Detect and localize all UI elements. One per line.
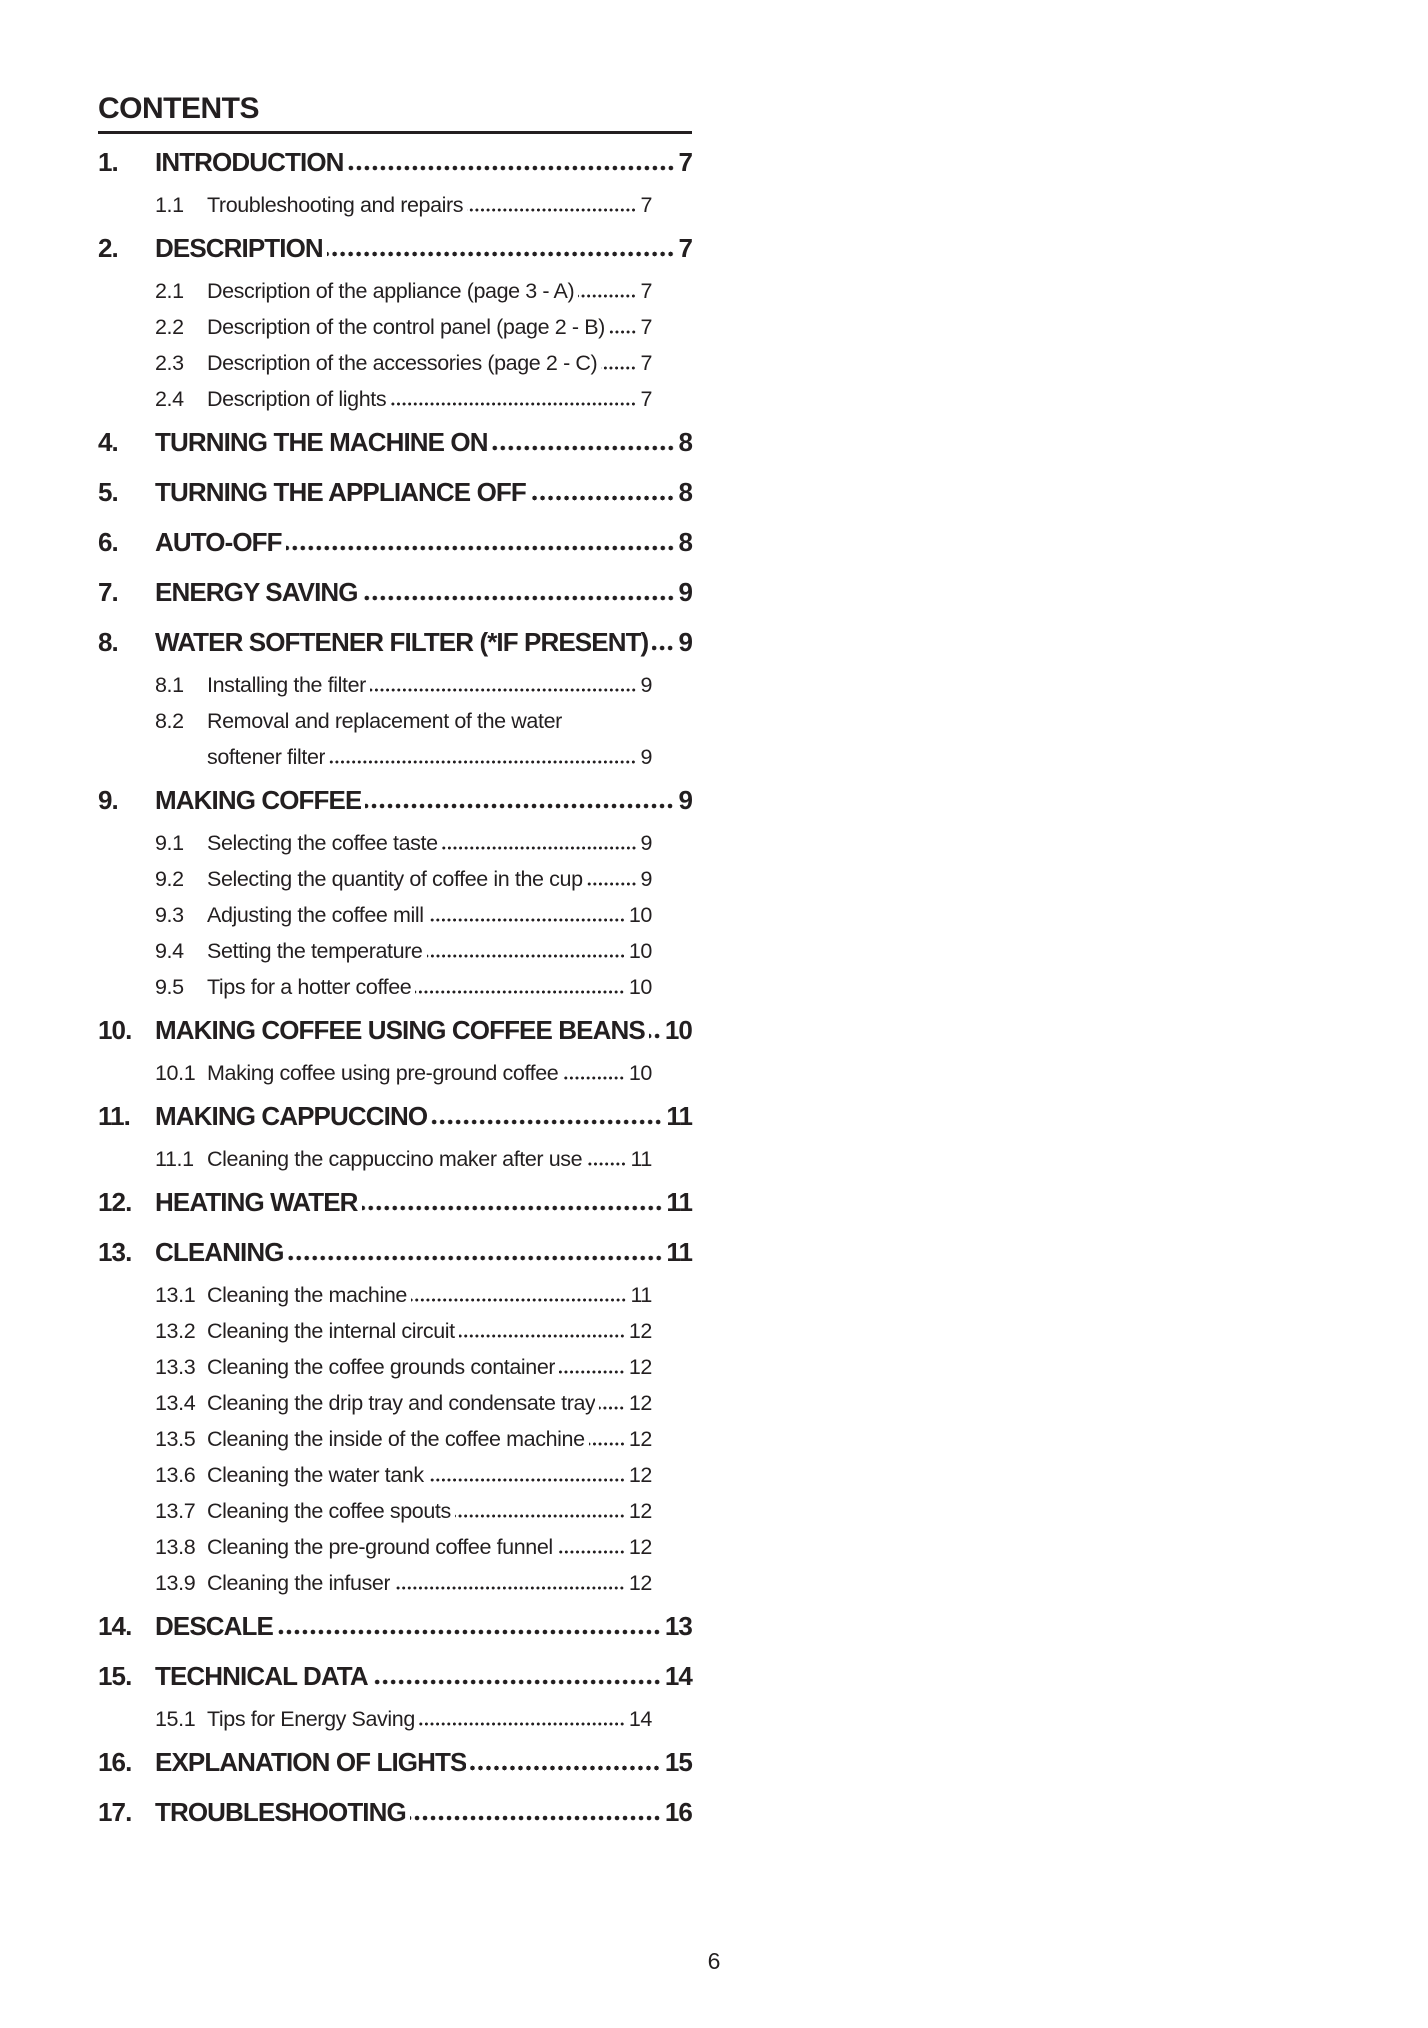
toc-entry [98, 1184, 692, 1220]
entry-title: TURNING THE MACHINE ON [155, 427, 488, 457]
toc-entry [98, 474, 692, 510]
entry-number: 13.1 [155, 1283, 196, 1307]
entry-page: 10 [628, 975, 652, 999]
toc-entry [155, 1277, 652, 1313]
entry-number: 9.5 [155, 975, 184, 999]
entry-number: 13.3 [155, 1355, 196, 1379]
dot-leader [470, 1765, 660, 1771]
dot-leader [348, 165, 675, 171]
toc-entry [98, 1608, 692, 1644]
toc-entry [98, 1098, 692, 1134]
dot-leader [559, 1370, 625, 1374]
entry-page: 10 [628, 939, 652, 963]
dot-leader [492, 445, 675, 451]
entry-page: 12 [628, 1355, 652, 1379]
toc-entry [155, 1141, 652, 1177]
entry-title: Selecting the coffee taste [207, 831, 438, 855]
toc-heading: CONTENTS [98, 92, 259, 125]
toc-entry-wrap-line [155, 739, 652, 775]
entry-page: 7 [640, 315, 652, 339]
dot-leader [370, 688, 637, 692]
entry-title: Making coffee using pre-ground coffee [207, 1061, 559, 1085]
entry-number: 2.1 [155, 279, 184, 303]
toc-entry [155, 1313, 652, 1349]
toc-entry [155, 381, 652, 417]
toc-entry [98, 624, 692, 660]
entry-number: 13.2 [155, 1319, 196, 1343]
entry-number: 2.4 [155, 387, 184, 411]
entry-number: 2.3 [155, 351, 184, 375]
entry-page: 11 [630, 1147, 652, 1171]
entry-page: 9 [678, 577, 692, 607]
entry-page: 9 [678, 627, 692, 657]
toc-entry [98, 1234, 692, 1270]
entry-title: AUTO-OFF [155, 527, 282, 557]
toc-entry [155, 1055, 652, 1091]
entry-title: Description of the accessories (page 2 - C) [207, 351, 598, 375]
dot-leader [390, 402, 636, 406]
entry-page: 11 [666, 1101, 692, 1131]
entry-page: 7 [640, 279, 652, 303]
toc-entry [155, 1385, 652, 1421]
dot-leader [586, 1162, 626, 1166]
entry-title: Cleaning the machine [207, 1283, 407, 1307]
toc-entry [155, 861, 652, 897]
entry-title: Cleaning the coffee spouts [207, 1499, 451, 1523]
dot-leader [410, 1815, 661, 1821]
dot-leader [589, 1442, 625, 1446]
toc-entries [98, 137, 692, 1837]
entry-title: TECHNICAL DATA [155, 1661, 368, 1691]
entry-number: 1.1 [155, 193, 184, 217]
entry-title: MAKING COFFEE [155, 785, 362, 815]
entry-page: 9 [640, 831, 652, 855]
entry-page: 9 [678, 785, 692, 815]
toc-entry [98, 144, 692, 180]
toc-entry [155, 309, 652, 345]
toc-entry [98, 424, 692, 460]
entry-page: 13 [664, 1611, 692, 1641]
entry-title: Setting the temperature [207, 939, 423, 963]
entry-page: 7 [640, 351, 652, 375]
dot-leader [459, 1334, 625, 1338]
entry-page: 15 [664, 1747, 692, 1777]
table-of-contents [98, 92, 692, 1837]
toc-entry [98, 1658, 692, 1694]
dot-leader [557, 1550, 625, 1554]
toc-entry [155, 1565, 652, 1601]
entry-number: 17. [98, 1797, 132, 1827]
entry-page: 12 [628, 1319, 652, 1343]
entry-page: 10 [628, 1061, 652, 1085]
toc-entry [155, 1529, 652, 1565]
page-number: 6 [707, 1948, 721, 1974]
dot-leader [601, 366, 636, 370]
toc-entry [98, 230, 692, 266]
entry-title: DESCRIPTION [155, 233, 323, 263]
dot-leader [327, 251, 675, 257]
entry-title: softener filter [207, 745, 326, 769]
entry-page: 11 [666, 1187, 692, 1217]
toc-entry [155, 825, 652, 861]
entry-number: 7. [98, 577, 118, 607]
dot-leader [428, 1478, 625, 1482]
toc-entry [155, 1701, 652, 1737]
entry-title: Removal and replacement of the water [207, 709, 562, 733]
toc-entry [98, 524, 692, 560]
entry-number: 2. [98, 233, 118, 263]
dot-leader [530, 495, 675, 501]
entry-title: WATER SOFTENER FILTER (*IF PRESENT) [155, 627, 649, 657]
entry-number: 9.3 [155, 903, 184, 927]
entry-page: 9 [640, 867, 652, 891]
entry-title: MAKING CAPPUCCINO [155, 1101, 428, 1131]
entry-number: 9.2 [155, 867, 184, 891]
entry-number: 11.1 [155, 1147, 194, 1171]
entry-page: 14 [628, 1707, 652, 1731]
entry-title: TROUBLESHOOTING [155, 1797, 406, 1827]
entry-title: Cleaning the drip tray and condensate tray [207, 1391, 596, 1415]
entry-page: 8 [678, 527, 692, 557]
entry-number: 13.8 [155, 1535, 196, 1559]
dot-leader [288, 1255, 663, 1261]
toc-entry [98, 574, 692, 610]
entry-title: Cleaning the infuser [207, 1571, 391, 1595]
dot-leader [394, 1586, 625, 1590]
dot-leader [609, 330, 637, 334]
entry-title: Tips for a hotter coffee [207, 975, 412, 999]
entry-title: Cleaning the water tank [207, 1463, 424, 1487]
entry-title: Cleaning the cappuccino maker after use [207, 1147, 583, 1171]
dot-leader [365, 803, 674, 809]
entry-page: 9 [640, 745, 652, 769]
entry-page: 7 [640, 387, 652, 411]
toc-entry [98, 1794, 692, 1830]
entry-number: 9.4 [155, 939, 184, 963]
entry-number: 10.1 [155, 1061, 196, 1085]
entry-title: MAKING COFFEE USING COFFEE BEANS [155, 1015, 645, 1045]
toc-entry [155, 1457, 652, 1493]
entry-page: 11 [666, 1237, 692, 1267]
entry-title: CLEANING [155, 1237, 284, 1267]
entry-number: 5. [98, 477, 118, 507]
toc-entry [155, 1421, 652, 1457]
entry-number: 6. [98, 527, 118, 557]
dot-leader [411, 1298, 627, 1302]
dot-leader [599, 1406, 625, 1410]
entry-page: 14 [664, 1661, 692, 1691]
entry-title: DESCALE [155, 1611, 273, 1641]
toc-entry [155, 667, 652, 703]
entry-title: Tips for Energy Saving [207, 1707, 415, 1731]
entry-title: Installing the filter [207, 673, 366, 697]
entry-number: 13.6 [155, 1463, 196, 1487]
entry-title: Description of the appliance (page 3 - A) [207, 279, 575, 303]
toc-entry [98, 782, 692, 818]
entry-number: 15. [98, 1661, 132, 1691]
entry-title: ENERGY SAVING [155, 577, 358, 607]
entry-number: 9.1 [155, 831, 184, 855]
dot-leader [415, 990, 625, 994]
entry-title: Adjusting the coffee mill [207, 903, 424, 927]
entry-number: 15.1 [155, 1707, 196, 1731]
toc-entry [155, 1493, 652, 1529]
dot-leader [277, 1629, 661, 1635]
dot-leader [649, 1033, 661, 1039]
entry-page: 12 [628, 1391, 652, 1415]
dot-leader [562, 1076, 625, 1080]
dot-leader [428, 918, 625, 922]
dot-leader [578, 294, 636, 298]
entry-page: 12 [628, 1427, 652, 1451]
toc-entry [98, 1012, 692, 1048]
entry-number: 12. [98, 1187, 132, 1217]
dot-leader [442, 846, 637, 850]
dot-leader [372, 1679, 661, 1685]
entry-number: 14. [98, 1611, 132, 1641]
dot-leader [431, 1119, 662, 1125]
entry-title: Description of the control panel (page 2 - B) [207, 315, 605, 339]
entry-title: Description of lights [207, 387, 387, 411]
entry-title: Cleaning the internal circuit [207, 1319, 455, 1343]
toc-entry [155, 345, 652, 381]
dot-leader [362, 595, 675, 601]
toc-entry [155, 273, 652, 309]
toc-entry [155, 933, 652, 969]
entry-title: TURNING THE APPLIANCE OFF [155, 477, 526, 507]
entry-page: 12 [628, 1499, 652, 1523]
entry-page: 7 [678, 147, 692, 177]
entry-page: 12 [628, 1571, 652, 1595]
entry-page: 8 [678, 477, 692, 507]
dot-leader [455, 1514, 625, 1518]
entry-title: Cleaning the pre-ground coffee funnel [207, 1535, 553, 1559]
entry-page: 10 [628, 903, 652, 927]
toc-entry [98, 1744, 692, 1780]
entry-title: Cleaning the inside of the coffee machine [207, 1427, 585, 1451]
dot-leader [419, 1722, 625, 1726]
entry-number: 13.5 [155, 1427, 196, 1451]
toc-entry [155, 1349, 652, 1385]
dot-leader [362, 1205, 663, 1211]
toc-heading-rule [98, 131, 692, 134]
entry-title: Troubleshooting and repairs [207, 193, 464, 217]
entry-number: 8. [98, 627, 118, 657]
toc-entry [155, 703, 652, 739]
entry-number: 16. [98, 1747, 132, 1777]
entry-number: 11. [98, 1101, 131, 1131]
entry-title: EXPLANATION OF LIGHTS [155, 1747, 467, 1777]
entry-number: 10. [98, 1015, 132, 1045]
entry-number: 2.2 [155, 315, 184, 339]
entry-title: Cleaning the coffee grounds container [207, 1355, 556, 1379]
entry-number: 9. [98, 785, 118, 815]
entry-title: INTRODUCTION [155, 147, 344, 177]
entry-number: 8.1 [155, 673, 184, 697]
entry-number: 1. [98, 147, 118, 177]
entry-number: 13.7 [155, 1499, 196, 1523]
dot-leader [329, 760, 636, 764]
entry-page: 8 [678, 427, 692, 457]
entry-page: 12 [628, 1463, 652, 1487]
entry-number: 13.4 [155, 1391, 196, 1415]
entry-number: 13. [98, 1237, 132, 1267]
entry-number: 13.9 [155, 1571, 196, 1595]
dot-leader [587, 882, 637, 886]
toc-entry [155, 897, 652, 933]
toc-entry [155, 969, 652, 1005]
entry-page: 7 [678, 233, 692, 263]
dot-leader [652, 645, 674, 651]
entry-title: Selecting the quantity of coffee in the cup [207, 867, 583, 891]
toc-entry [155, 187, 652, 223]
dot-leader [467, 208, 636, 212]
entry-page: 9 [640, 673, 652, 697]
dot-leader [427, 954, 625, 958]
entry-number: 4. [98, 427, 118, 457]
entry-page: 7 [640, 193, 652, 217]
entry-page: 16 [664, 1797, 692, 1827]
entry-page: 10 [664, 1015, 692, 1045]
entry-page: 11 [630, 1283, 652, 1307]
entry-number: 8.2 [155, 709, 184, 733]
dot-leader [286, 545, 675, 551]
entry-page: 12 [628, 1535, 652, 1559]
entry-title: HEATING WATER [155, 1187, 358, 1217]
